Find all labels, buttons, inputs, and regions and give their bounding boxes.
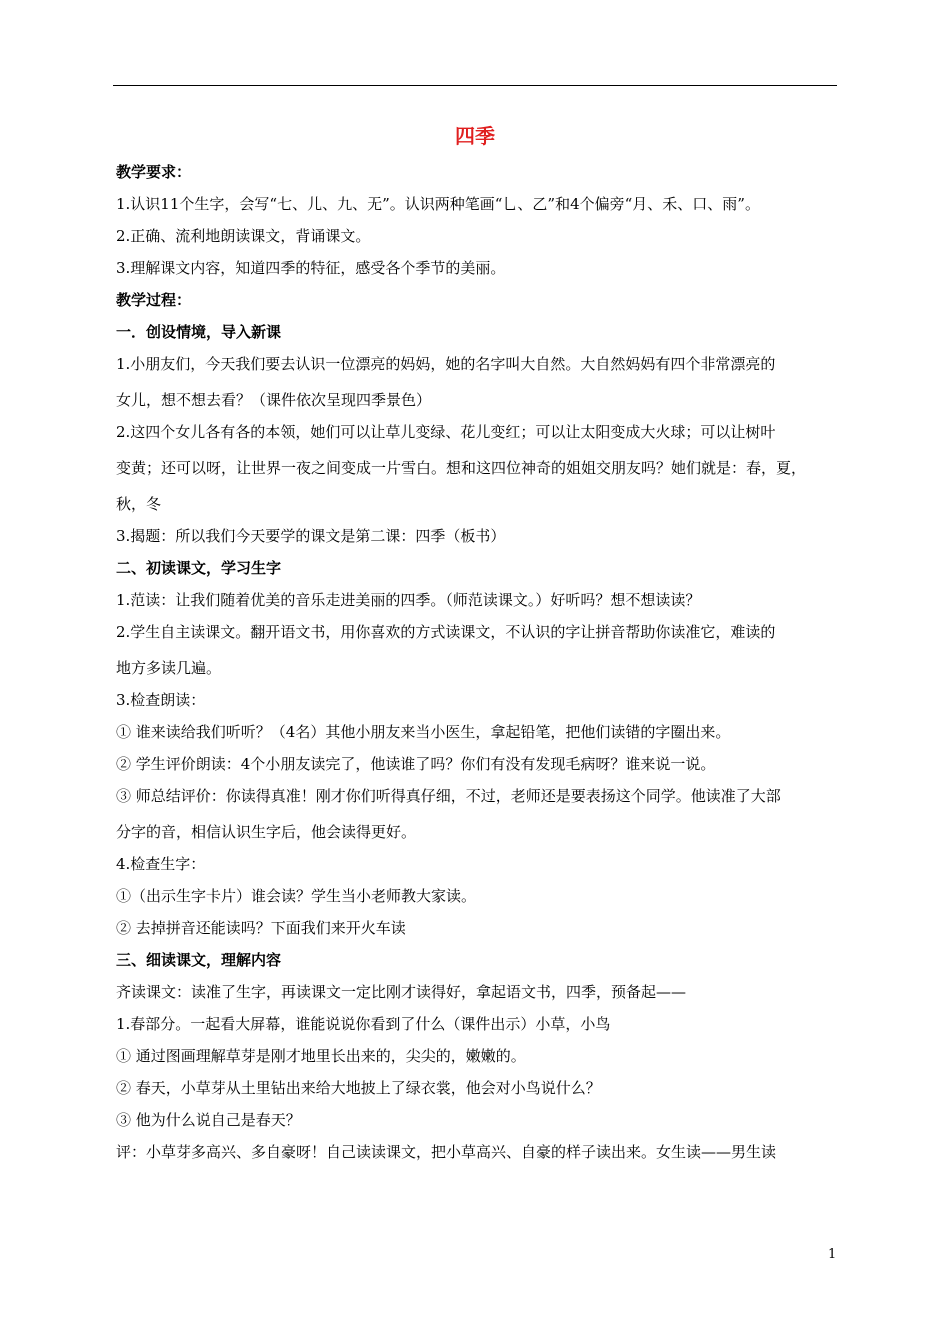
page-title: 四季 xyxy=(455,124,495,148)
paragraph-line: 变黄；还可以呀，让世界一夜之间变成一片雪白。想和这四位神奇的姐姐交朋友吗？她们就是：春，夏， xyxy=(116,459,807,477)
paragraph-line: ③ 他为什么说自己是春天？ xyxy=(116,1111,301,1129)
section-heading: 教学要求： xyxy=(116,163,192,181)
paragraph-line: 1.春部分。一起看大屏幕，谁能说说你看到了什么（课件出示）小草，小鸟 xyxy=(116,1015,611,1033)
paragraph-line: 1.认识11个生字，会写“七、儿、九、无”。认识两种笔画“乚、乙”和4个偏旁“月、禾、口、雨”。 xyxy=(116,195,760,213)
paragraph-line: ② 春天，小草芽从土里钻出来给大地披上了绿衣裳，他会对小鸟说什么？ xyxy=(116,1079,601,1097)
paragraph-line: 3.检查朗读： xyxy=(116,691,206,709)
paragraph-line: ① 谁来读给我们听听？（4名）其他小朋友来当小医生，拿起铅笔，把他们读错的字圈出来。 xyxy=(116,723,731,741)
header-rule xyxy=(113,85,837,86)
paragraph-line: 秋，冬 xyxy=(116,495,162,513)
paragraph-line: ① 通过图画理解草芽是刚才地里长出来的，尖尖的，嫩嫩的。 xyxy=(116,1047,526,1065)
paragraph-line: 1.范读：让我们随着优美的音乐走进美丽的四季。（师范读课文。）好听吗？想不想读读？ xyxy=(116,591,701,609)
paragraph-line: 女儿，想不想去看？（课件依次呈现四季景色） xyxy=(116,391,432,409)
paragraph-line: ③ 师总结评价：你读得真准！刚才你们听得真仔细，不过，老师还是要表扬这个同学。他读准了大部 xyxy=(116,787,781,805)
section-heading: 二、初读课文，学习生字 xyxy=(116,559,282,577)
page-number: 1 xyxy=(828,1247,837,1262)
paragraph-line: 3.揭题：所以我们今天要学的课文是第二课：四季（板书） xyxy=(116,527,506,545)
paragraph-line: 2.正确、流利地朗读课文，背诵课文。 xyxy=(116,227,371,245)
paragraph-line: ①（出示生字卡片）谁会读？学生当小老师教大家读。 xyxy=(116,887,477,905)
paragraph-line: 3.理解课文内容，知道四季的特征，感受各个季节的美丽。 xyxy=(116,259,506,277)
paragraph-line: 齐读课文：读准了生字，再读课文一定比刚才读得好，拿起语文书，四季，预备起—— xyxy=(116,983,687,1001)
paragraph-line: 地方多读几遍。 xyxy=(116,659,222,677)
section-heading: 三、细读课文，理解内容 xyxy=(116,951,282,969)
paragraph-line: 分字的音，相信认识生字后，他会读得更好。 xyxy=(116,823,417,841)
section-heading: 一．创设情境，导入新课 xyxy=(116,323,282,341)
paragraph-line: 1.小朋友们，今天我们要去认识一位漂亮的妈妈，她的名字叫大自然。大自然妈妈有四个非常漂亮的 xyxy=(116,355,776,373)
paragraph-line: 2.这四个女儿各有各的本领，她们可以让草儿变绿、花儿变红；可以让太阳变成大火球；可以让树叶 xyxy=(116,423,776,441)
paragraph-line: 2.学生自主读课文。翻开语文书，用你喜欢的方式读课文，不认识的字让拼音帮助你读准它，难读的 xyxy=(116,623,776,641)
paragraph-line: ② 去掉拼音还能读吗？下面我们来开火车读 xyxy=(116,919,406,937)
document-body xyxy=(116,160,840,1172)
paragraph-line: 4.检查生字： xyxy=(116,855,206,873)
paragraph-line: ② 学生评价朗读：4个小朋友读完了，他读谁了吗？你们有没有发现毛病呀？谁来说一说。 xyxy=(116,755,716,773)
paragraph-line: 评：小草芽多高兴、多自豪呀！自己读读课文，把小草高兴、自豪的样子读出来。女生读——男生读 xyxy=(116,1143,777,1161)
section-heading: 教学过程： xyxy=(116,291,192,309)
